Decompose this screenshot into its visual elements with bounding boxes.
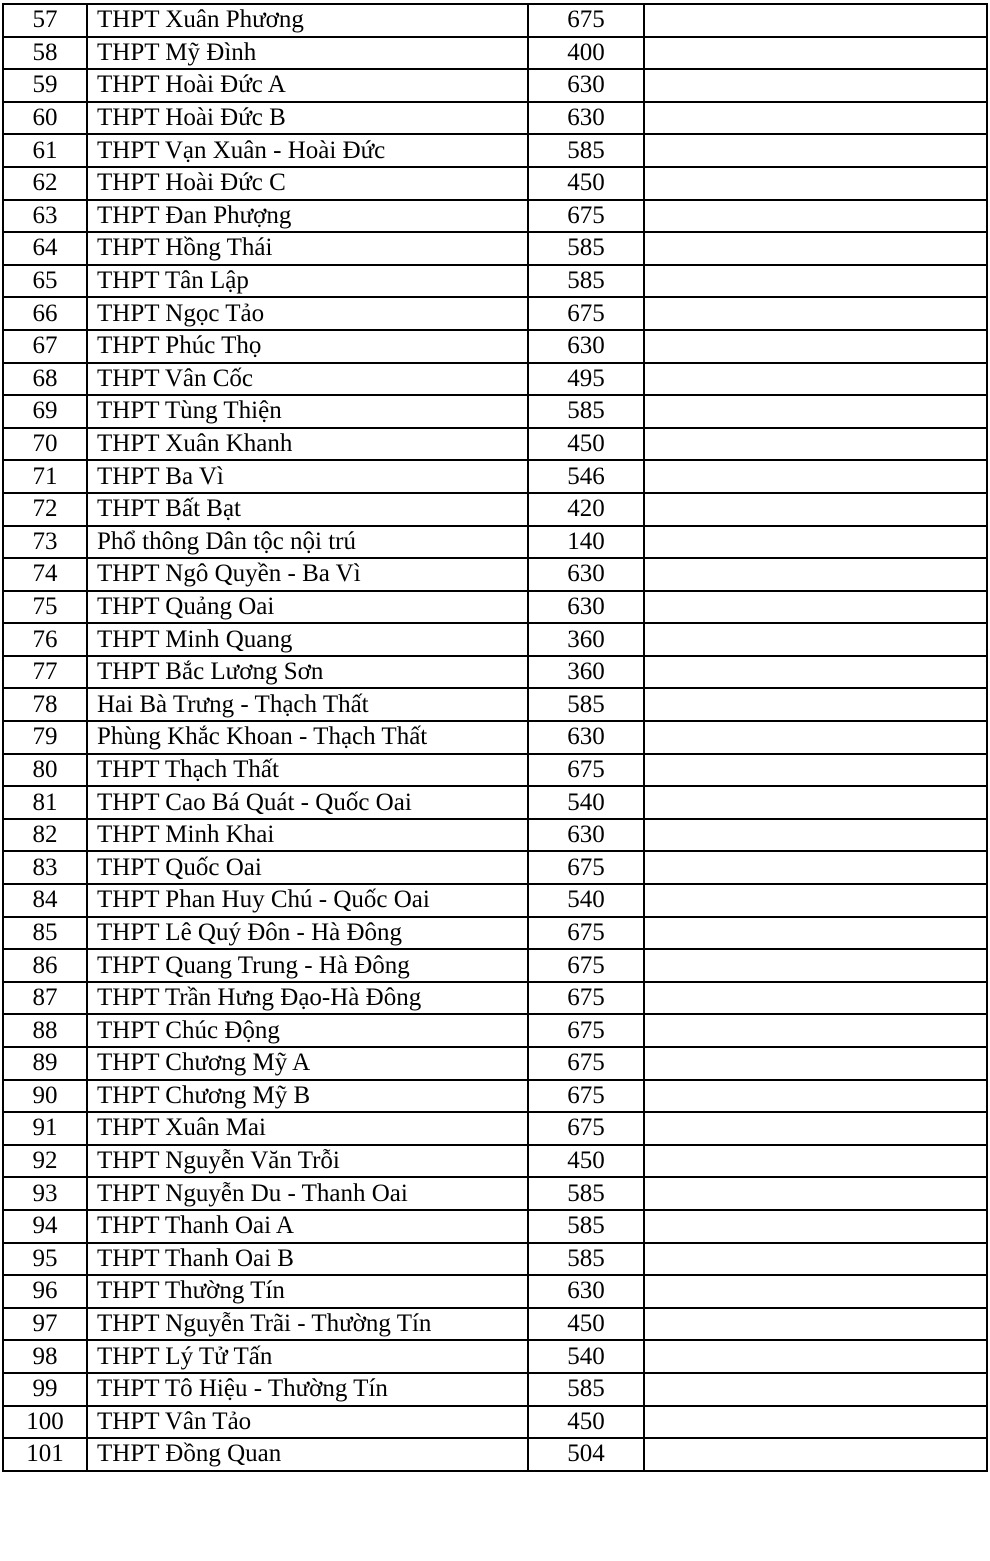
table-row bbox=[3, 591, 987, 624]
school-name-cell: THPT Tùng Thiện bbox=[87, 395, 528, 428]
quota-cell: 540 bbox=[528, 884, 644, 917]
quota-cell: 504 bbox=[528, 1438, 644, 1471]
row-number-cell: 78 bbox=[3, 688, 87, 721]
quota-cell: 400 bbox=[528, 37, 644, 70]
school-name-cell: THPT Vạn Xuân - Hoài Đức bbox=[87, 134, 528, 167]
note-cell bbox=[644, 721, 987, 754]
table-row bbox=[3, 1275, 987, 1308]
quota-cell: 450 bbox=[528, 1308, 644, 1341]
row-number-cell: 62 bbox=[3, 167, 87, 200]
quota-cell: 450 bbox=[528, 1406, 644, 1439]
row-number-cell: 88 bbox=[3, 1014, 87, 1047]
table-row bbox=[3, 786, 987, 819]
row-number-cell: 77 bbox=[3, 656, 87, 689]
table-row bbox=[3, 37, 987, 70]
note-cell bbox=[644, 493, 987, 526]
row-number-cell: 76 bbox=[3, 623, 87, 656]
school-name-cell: THPT Minh Khai bbox=[87, 819, 528, 852]
row-number-cell: 90 bbox=[3, 1080, 87, 1113]
row-number-cell: 59 bbox=[3, 69, 87, 102]
school-name-cell: THPT Nguyễn Văn Trỗi bbox=[87, 1145, 528, 1178]
note-cell bbox=[644, 1373, 987, 1406]
table-row bbox=[3, 102, 987, 135]
school-name-cell: THPT Đan Phượng bbox=[87, 200, 528, 233]
school-quota-table bbox=[2, 3, 988, 1472]
school-name-cell: THPT Chúc Động bbox=[87, 1014, 528, 1047]
quota-cell: 420 bbox=[528, 493, 644, 526]
row-number-cell: 75 bbox=[3, 591, 87, 624]
note-cell bbox=[644, 1406, 987, 1439]
quota-cell: 585 bbox=[528, 1210, 644, 1243]
row-number-cell: 74 bbox=[3, 558, 87, 591]
table-row bbox=[3, 428, 987, 461]
note-cell bbox=[644, 1047, 987, 1080]
row-number-cell: 69 bbox=[3, 395, 87, 428]
quota-cell: 495 bbox=[528, 363, 644, 396]
note-cell bbox=[644, 363, 987, 396]
table-row bbox=[3, 493, 987, 526]
row-number-cell: 79 bbox=[3, 721, 87, 754]
school-name-cell: THPT Hoài Đức C bbox=[87, 167, 528, 200]
note-cell bbox=[644, 884, 987, 917]
quota-cell: 675 bbox=[528, 917, 644, 950]
row-number-cell: 87 bbox=[3, 982, 87, 1015]
row-number-cell: 72 bbox=[3, 493, 87, 526]
school-name-cell: THPT Lý Tử Tấn bbox=[87, 1340, 528, 1373]
quota-cell: 675 bbox=[528, 297, 644, 330]
note-cell bbox=[644, 558, 987, 591]
note-cell bbox=[644, 1177, 987, 1210]
row-number-cell: 71 bbox=[3, 460, 87, 493]
quota-cell: 630 bbox=[528, 558, 644, 591]
row-number-cell: 64 bbox=[3, 232, 87, 265]
table-row bbox=[3, 851, 987, 884]
school-name-cell: Phổ thông Dân tộc nội trú bbox=[87, 526, 528, 559]
note-cell bbox=[644, 851, 987, 884]
row-number-cell: 100 bbox=[3, 1406, 87, 1439]
school-name-cell: THPT Vân Tảo bbox=[87, 1406, 528, 1439]
school-name-cell: THPT Nguyễn Du - Thanh Oai bbox=[87, 1177, 528, 1210]
school-name-cell: Phùng Khắc Khoan - Thạch Thất bbox=[87, 721, 528, 754]
table-row bbox=[3, 982, 987, 1015]
row-number-cell: 99 bbox=[3, 1373, 87, 1406]
note-cell bbox=[644, 102, 987, 135]
row-number-cell: 93 bbox=[3, 1177, 87, 1210]
row-number-cell: 86 bbox=[3, 949, 87, 982]
quota-cell: 585 bbox=[528, 688, 644, 721]
note-cell bbox=[644, 395, 987, 428]
school-name-cell: THPT Ngọc Tảo bbox=[87, 297, 528, 330]
school-name-cell: THPT Thanh Oai A bbox=[87, 1210, 528, 1243]
note-cell bbox=[644, 1145, 987, 1178]
school-name-cell: THPT Hồng Thái bbox=[87, 232, 528, 265]
quota-cell: 585 bbox=[528, 1373, 644, 1406]
school-name-cell: THPT Xuân Mai bbox=[87, 1112, 528, 1145]
quota-cell: 585 bbox=[528, 1177, 644, 1210]
school-name-cell: THPT Hoài Đức B bbox=[87, 102, 528, 135]
table-row bbox=[3, 1080, 987, 1113]
table-row bbox=[3, 1014, 987, 1047]
row-number-cell: 92 bbox=[3, 1145, 87, 1178]
school-name-cell: THPT Nguyễn Trãi - Thường Tín bbox=[87, 1308, 528, 1341]
school-name-cell: THPT Thạch Thất bbox=[87, 754, 528, 787]
quota-cell: 675 bbox=[528, 200, 644, 233]
table-row bbox=[3, 819, 987, 852]
note-cell bbox=[644, 200, 987, 233]
table-row bbox=[3, 917, 987, 950]
row-number-cell: 58 bbox=[3, 37, 87, 70]
quota-cell: 585 bbox=[528, 134, 644, 167]
quota-cell: 675 bbox=[528, 1014, 644, 1047]
table-row bbox=[3, 200, 987, 233]
school-name-cell: THPT Hoài Đức A bbox=[87, 69, 528, 102]
note-cell bbox=[644, 1243, 987, 1276]
note-cell bbox=[644, 265, 987, 298]
table-row bbox=[3, 395, 987, 428]
school-name-cell: THPT Vân Cốc bbox=[87, 363, 528, 396]
row-number-cell: 66 bbox=[3, 297, 87, 330]
row-number-cell: 70 bbox=[3, 428, 87, 461]
note-cell bbox=[644, 460, 987, 493]
note-cell bbox=[644, 591, 987, 624]
row-number-cell: 63 bbox=[3, 200, 87, 233]
table-row bbox=[3, 721, 987, 754]
row-number-cell: 83 bbox=[3, 851, 87, 884]
row-number-cell: 73 bbox=[3, 526, 87, 559]
table-row bbox=[3, 1145, 987, 1178]
table-row bbox=[3, 4, 987, 37]
table-row bbox=[3, 949, 987, 982]
note-cell bbox=[644, 819, 987, 852]
quota-cell: 450 bbox=[528, 428, 644, 461]
school-name-cell: THPT Chương Mỹ B bbox=[87, 1080, 528, 1113]
table-row bbox=[3, 884, 987, 917]
quota-cell: 675 bbox=[528, 754, 644, 787]
table-row bbox=[3, 688, 987, 721]
note-cell bbox=[644, 754, 987, 787]
note-cell bbox=[644, 1340, 987, 1373]
school-name-cell: THPT Ba Vì bbox=[87, 460, 528, 493]
note-cell bbox=[644, 786, 987, 819]
quota-cell: 546 bbox=[528, 460, 644, 493]
quota-cell: 540 bbox=[528, 1340, 644, 1373]
school-name-cell: THPT Bắc Lương Sơn bbox=[87, 656, 528, 689]
row-number-cell: 84 bbox=[3, 884, 87, 917]
school-name-cell: THPT Xuân Phương bbox=[87, 4, 528, 37]
table-row bbox=[3, 1438, 987, 1471]
note-cell bbox=[644, 167, 987, 200]
table-row bbox=[3, 1373, 987, 1406]
quota-cell: 630 bbox=[528, 69, 644, 102]
school-name-cell: THPT Thường Tín bbox=[87, 1275, 528, 1308]
quota-cell: 360 bbox=[528, 623, 644, 656]
row-number-cell: 80 bbox=[3, 754, 87, 787]
note-cell bbox=[644, 69, 987, 102]
table-row bbox=[3, 1112, 987, 1145]
table-row bbox=[3, 1243, 987, 1276]
note-cell bbox=[644, 1210, 987, 1243]
table-row bbox=[3, 1308, 987, 1341]
row-number-cell: 81 bbox=[3, 786, 87, 819]
quota-cell: 140 bbox=[528, 526, 644, 559]
quota-cell: 675 bbox=[528, 851, 644, 884]
note-cell bbox=[644, 134, 987, 167]
table-row bbox=[3, 265, 987, 298]
table-row bbox=[3, 69, 987, 102]
row-number-cell: 68 bbox=[3, 363, 87, 396]
note-cell bbox=[644, 4, 987, 37]
row-number-cell: 101 bbox=[3, 1438, 87, 1471]
table-row bbox=[3, 1340, 987, 1373]
quota-cell: 585 bbox=[528, 395, 644, 428]
note-cell bbox=[644, 428, 987, 461]
row-number-cell: 95 bbox=[3, 1243, 87, 1276]
row-number-cell: 67 bbox=[3, 330, 87, 363]
table-row bbox=[3, 1406, 987, 1439]
row-number-cell: 82 bbox=[3, 819, 87, 852]
table-row bbox=[3, 232, 987, 265]
note-cell bbox=[644, 1308, 987, 1341]
school-name-cell: Hai Bà Trưng - Thạch Thất bbox=[87, 688, 528, 721]
row-number-cell: 94 bbox=[3, 1210, 87, 1243]
table-row bbox=[3, 558, 987, 591]
table-row bbox=[3, 167, 987, 200]
school-name-cell: THPT Cao Bá Quát - Quốc Oai bbox=[87, 786, 528, 819]
table-row bbox=[3, 754, 987, 787]
school-name-cell: THPT Mỹ Đình bbox=[87, 37, 528, 70]
row-number-cell: 57 bbox=[3, 4, 87, 37]
quota-cell: 585 bbox=[528, 1243, 644, 1276]
note-cell bbox=[644, 1275, 987, 1308]
table-row bbox=[3, 526, 987, 559]
row-number-cell: 65 bbox=[3, 265, 87, 298]
note-cell bbox=[644, 1014, 987, 1047]
note-cell bbox=[644, 1112, 987, 1145]
quota-cell: 630 bbox=[528, 1275, 644, 1308]
school-name-cell: THPT Quốc Oai bbox=[87, 851, 528, 884]
school-name-cell: THPT Quang Trung - Hà Đông bbox=[87, 949, 528, 982]
row-number-cell: 89 bbox=[3, 1047, 87, 1080]
quota-cell: 675 bbox=[528, 1112, 644, 1145]
school-name-cell: THPT Phúc Thọ bbox=[87, 330, 528, 363]
note-cell bbox=[644, 917, 987, 950]
school-name-cell: THPT Chương Mỹ A bbox=[87, 1047, 528, 1080]
school-name-cell: THPT Lê Quý Đôn - Hà Đông bbox=[87, 917, 528, 950]
quota-cell: 630 bbox=[528, 330, 644, 363]
school-name-cell: THPT Đồng Quan bbox=[87, 1438, 528, 1471]
table-row bbox=[3, 623, 987, 656]
note-cell bbox=[644, 297, 987, 330]
row-number-cell: 98 bbox=[3, 1340, 87, 1373]
row-number-cell: 91 bbox=[3, 1112, 87, 1145]
note-cell bbox=[644, 330, 987, 363]
note-cell bbox=[644, 982, 987, 1015]
row-number-cell: 85 bbox=[3, 917, 87, 950]
row-number-cell: 60 bbox=[3, 102, 87, 135]
quota-cell: 630 bbox=[528, 102, 644, 135]
row-number-cell: 61 bbox=[3, 134, 87, 167]
note-cell bbox=[644, 232, 987, 265]
table-row bbox=[3, 1210, 987, 1243]
table-row bbox=[3, 330, 987, 363]
quota-cell: 630 bbox=[528, 591, 644, 624]
table-row bbox=[3, 297, 987, 330]
school-name-cell: THPT Bất Bạt bbox=[87, 493, 528, 526]
school-name-cell: THPT Xuân Khanh bbox=[87, 428, 528, 461]
quota-cell: 675 bbox=[528, 1047, 644, 1080]
school-name-cell: THPT Quảng Oai bbox=[87, 591, 528, 624]
quota-cell: 360 bbox=[528, 656, 644, 689]
school-name-cell: THPT Trần Hưng Đạo-Hà Đông bbox=[87, 982, 528, 1015]
quota-cell: 585 bbox=[528, 232, 644, 265]
table-row bbox=[3, 1047, 987, 1080]
table-body bbox=[3, 4, 987, 1471]
school-name-cell: THPT Minh Quang bbox=[87, 623, 528, 656]
quota-cell: 675 bbox=[528, 1080, 644, 1113]
quota-cell: 585 bbox=[528, 265, 644, 298]
quota-cell: 630 bbox=[528, 721, 644, 754]
quota-cell: 540 bbox=[528, 786, 644, 819]
school-name-cell: THPT Tân Lập bbox=[87, 265, 528, 298]
school-name-cell: THPT Tô Hiệu - Thường Tín bbox=[87, 1373, 528, 1406]
note-cell bbox=[644, 656, 987, 689]
note-cell bbox=[644, 526, 987, 559]
table-row bbox=[3, 460, 987, 493]
school-name-cell: THPT Thanh Oai B bbox=[87, 1243, 528, 1276]
note-cell bbox=[644, 1438, 987, 1471]
note-cell bbox=[644, 623, 987, 656]
quota-cell: 450 bbox=[528, 167, 644, 200]
table-row bbox=[3, 363, 987, 396]
note-cell bbox=[644, 949, 987, 982]
quota-cell: 675 bbox=[528, 982, 644, 1015]
note-cell bbox=[644, 688, 987, 721]
table-row bbox=[3, 134, 987, 167]
school-name-cell: THPT Phan Huy Chú - Quốc Oai bbox=[87, 884, 528, 917]
table-row bbox=[3, 656, 987, 689]
quota-cell: 630 bbox=[528, 819, 644, 852]
school-name-cell: THPT Ngô Quyền - Ba Vì bbox=[87, 558, 528, 591]
quota-cell: 675 bbox=[528, 949, 644, 982]
row-number-cell: 96 bbox=[3, 1275, 87, 1308]
quota-cell: 675 bbox=[528, 4, 644, 37]
table-row bbox=[3, 1177, 987, 1210]
quota-cell: 450 bbox=[528, 1145, 644, 1178]
note-cell bbox=[644, 37, 987, 70]
row-number-cell: 97 bbox=[3, 1308, 87, 1341]
note-cell bbox=[644, 1080, 987, 1113]
